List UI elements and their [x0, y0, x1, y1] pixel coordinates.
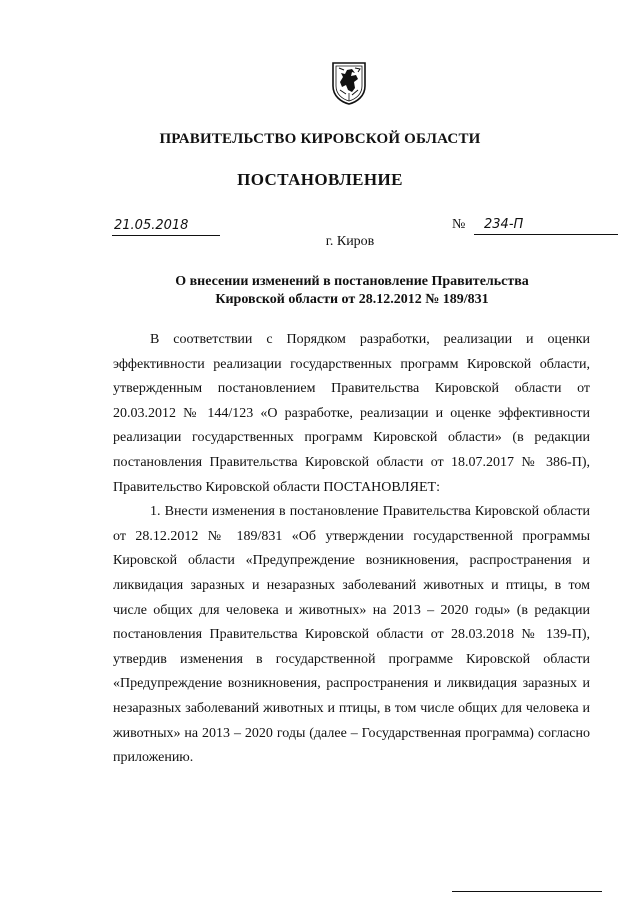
number-sign: № [452, 217, 466, 232]
coat-of-arms-icon [330, 60, 368, 106]
document-body [113, 328, 590, 771]
document-subject [112, 273, 592, 309]
document-city: г. Киров [325, 234, 375, 249]
subject-line-2: Кировской области от 28.12.2012 № 189/831 [215, 292, 489, 307]
document-date: 21.05.2018 [112, 219, 220, 236]
body-paragraph: В соответствии с Порядком разработки, реализации и оценки эффективности реализации государственных программ Кировской области, утвержденным постановлением Правительства Кировской области от 20.03.2012 № 144/123 «О разработке, реализации и оценке эффективности реализации государственных программ Кировской области» (в редакции постановления Правительства Кировской области от 18.07.2017 № 386-П), Правительство Кировской области ПОСТАНОВЛЯЕТ: [113, 332, 590, 495]
subject-line-1: О внесении изменений в постановление Правительства [175, 274, 529, 289]
body-paragraph: 1. Внести изменения в постановление Правительства Кировской области от 28.12.2012 № 189/831 «Об утверждении государственной программы Кировской области «Предупреждение возникновения, распространения и ликвидация заразных и незаразных заболеваний животных и птицы, в том числе общих для человека и животных» на 2013 – 2020 годы» (в редакции постановления Правительства Кировской области от 28.03.2018 № 139-П), утвердив изменения в государственной программе Кировской области «Предупреждение возникновения, распространения и ликвидация заразных и незаразных заболеваний животных и птицы, в том числе общих для человека и животных» на 2013 – 2020 годы (далее – Государственная программа) согласно приложению. [113, 504, 590, 766]
document-number: 234-П [474, 218, 618, 235]
footer-divider [452, 891, 602, 892]
document-type: ПОСТАНОВЛЕНИЕ [237, 170, 403, 189]
organization-title: ПРАВИТЕЛЬСТВО КИРОВСКОЙ ОБЛАСТИ [159, 131, 481, 147]
